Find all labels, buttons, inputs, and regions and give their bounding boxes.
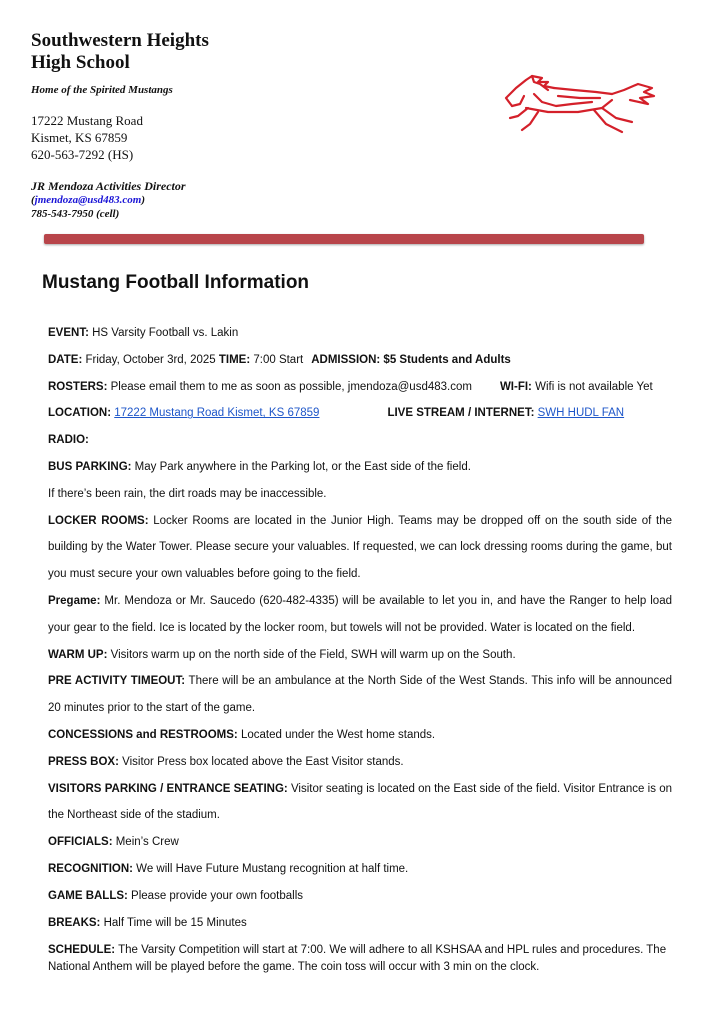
- schedule-row: [48, 942, 672, 976]
- concessions-label: CONCESSIONS and RESTROOMS:: [48, 728, 238, 741]
- livestream-link[interactable]: SWH HUDL FAN: [537, 407, 625, 420]
- pressbox-value: Visitor Press box located above the East Visitor stands.: [118, 755, 404, 768]
- event-value: HS Varsity Football vs. Lakin: [88, 327, 239, 339]
- livestream-label: LIVE STREAM / INTERNET:: [387, 407, 535, 420]
- date-value: Friday, October 3rd, 2025: [82, 353, 219, 366]
- schedule-label: SCHEDULE:: [48, 944, 116, 957]
- warmup-value: Visitors warm up on the north side of the Field, SWH will warm up on the South.: [107, 648, 516, 661]
- concessions-value: Located under the West home stands.: [237, 728, 436, 741]
- pressbox-label: PRESS BOX:: [48, 755, 119, 768]
- location-link[interactable]: 17222 Mustang Road Kismet, KS 67859: [114, 407, 320, 420]
- school-name: [31, 30, 451, 74]
- school-phone: 620-563-7292 (HS): [31, 147, 134, 162]
- paren-open: (: [31, 194, 35, 206]
- mustang-horse-icon: [498, 66, 660, 154]
- paren-close: ): [141, 194, 145, 206]
- wifi-label: WI-FI:: [499, 380, 532, 393]
- recognition-value: We will Have Future Mustang recognition at half time.: [132, 862, 409, 875]
- officials-row: [48, 829, 672, 856]
- recognition-label: RECOGNITION:: [48, 862, 133, 875]
- rosters-row: [48, 374, 672, 401]
- document-title: Mustang Football Information: [42, 272, 310, 293]
- director-title: JR Mendoza Activities Director: [31, 179, 186, 193]
- bus-note: If there’s been rain, the dirt roads may be inaccessible.: [48, 487, 327, 500]
- event-info: [48, 320, 672, 976]
- radio-row: [48, 427, 672, 454]
- locker-label: LOCKER ROOMS:: [48, 514, 149, 527]
- officials-value: Mein’s Crew: [112, 836, 179, 849]
- recognition-row: [48, 856, 672, 883]
- school-name-line2: High School: [31, 52, 130, 73]
- gameballs-row: [48, 883, 672, 910]
- schedule-value: The Varsity Competition will start at 7:00. We will adhere to all KSHSAA and HPL rules and procedures. The National Anthem will be played before the game. The coin toss will occur with 3 min on the clock.: [48, 944, 667, 974]
- date-label: DATE:: [48, 353, 83, 366]
- header-divider: [44, 234, 644, 244]
- pregame-row: [48, 588, 672, 642]
- time-label: TIME:: [218, 353, 251, 366]
- pregame-value: Mr. Mendoza or Mr. Saucedo (620-482-4335) will be available to let you in, and have the Ranger to help load your gear to the field. Ice is located by the locker room, but towels will not be provided. Water is located on the field.: [48, 594, 672, 634]
- warmup-row: [48, 642, 672, 669]
- director-cell: 785-543-7950 (cell): [31, 208, 120, 220]
- concessions-row: [48, 722, 672, 749]
- gameballs-label: GAME BALLS:: [48, 889, 128, 902]
- wifi-value: Wifi is not available Yet: [531, 380, 653, 393]
- mustang-logo: [498, 66, 660, 154]
- breaks-label: BREAKS:: [48, 916, 101, 929]
- breaks-row: [48, 910, 672, 937]
- school-name-line1: Southwestern Heights: [31, 30, 209, 51]
- address-city: Kismet, KS 67859: [31, 130, 128, 145]
- rosters-label: ROSTERS:: [48, 380, 108, 393]
- rosters-value: Please email them to me as soon as possible, jmendoza@usd483.com: [107, 380, 472, 393]
- locker-value: Locker Rooms are located in the Junior High. Teams may be dropped off on the south side of the building by the Water Tower. Please secure your valuables. If requested, we can lock dressing rooms during the game, but you must secure your own valuables before going to the field.: [48, 514, 672, 581]
- date-row: [48, 347, 672, 374]
- school-address: [31, 112, 451, 163]
- time-value: 7:00 Start: [250, 353, 304, 366]
- admission-label: ADMISSION:: [311, 353, 381, 366]
- visitors-row: [48, 776, 672, 830]
- gameballs-value: Please provide your own footballs: [127, 889, 304, 902]
- officials-label: OFFICIALS:: [48, 836, 113, 849]
- bus-row: [48, 454, 672, 481]
- location-row: [48, 400, 672, 427]
- locker-row: [48, 508, 672, 588]
- timeout-row: [48, 668, 672, 722]
- event-row: [48, 320, 672, 347]
- event-label: EVENT:: [48, 327, 89, 339]
- director-email-line: [31, 193, 451, 207]
- pressbox-row: [48, 749, 672, 776]
- warmup-label: WARM UP:: [48, 648, 108, 661]
- radio-label: RADIO:: [48, 434, 89, 447]
- location-label: LOCATION:: [48, 407, 112, 420]
- director-email-link[interactable]: jmendoza@usd483.com: [34, 194, 142, 206]
- address-street: 17222 Mustang Road: [31, 113, 143, 128]
- director-contact: [31, 179, 451, 221]
- bus-label: BUS PARKING:: [48, 460, 132, 473]
- letterhead: [31, 30, 451, 221]
- breaks-value: Half Time will be 15 Minutes: [100, 916, 247, 929]
- visitors-value: Visitor seating is located on the East side of the field. Visitor Entrance is on the Northeast side of the stadium.: [48, 782, 672, 822]
- bus-value: May Park anywhere in the Parking lot, or the East side of the field.: [131, 460, 471, 473]
- timeout-value: There will be an ambulance at the North Side of the West Stands. This info will be announced 20 minutes prior to the start of the game.: [48, 675, 673, 715]
- school-tagline: Home of the Spirited Mustangs: [31, 84, 173, 96]
- timeout-label: PRE ACTIVITY TIMEOUT:: [48, 675, 186, 688]
- pregame-label: Pregame:: [48, 594, 101, 607]
- admission-value: $5 Students and Adults: [380, 353, 511, 366]
- visitors-label: VISITORS PARKING / ENTRANCE SEATING:: [48, 782, 288, 795]
